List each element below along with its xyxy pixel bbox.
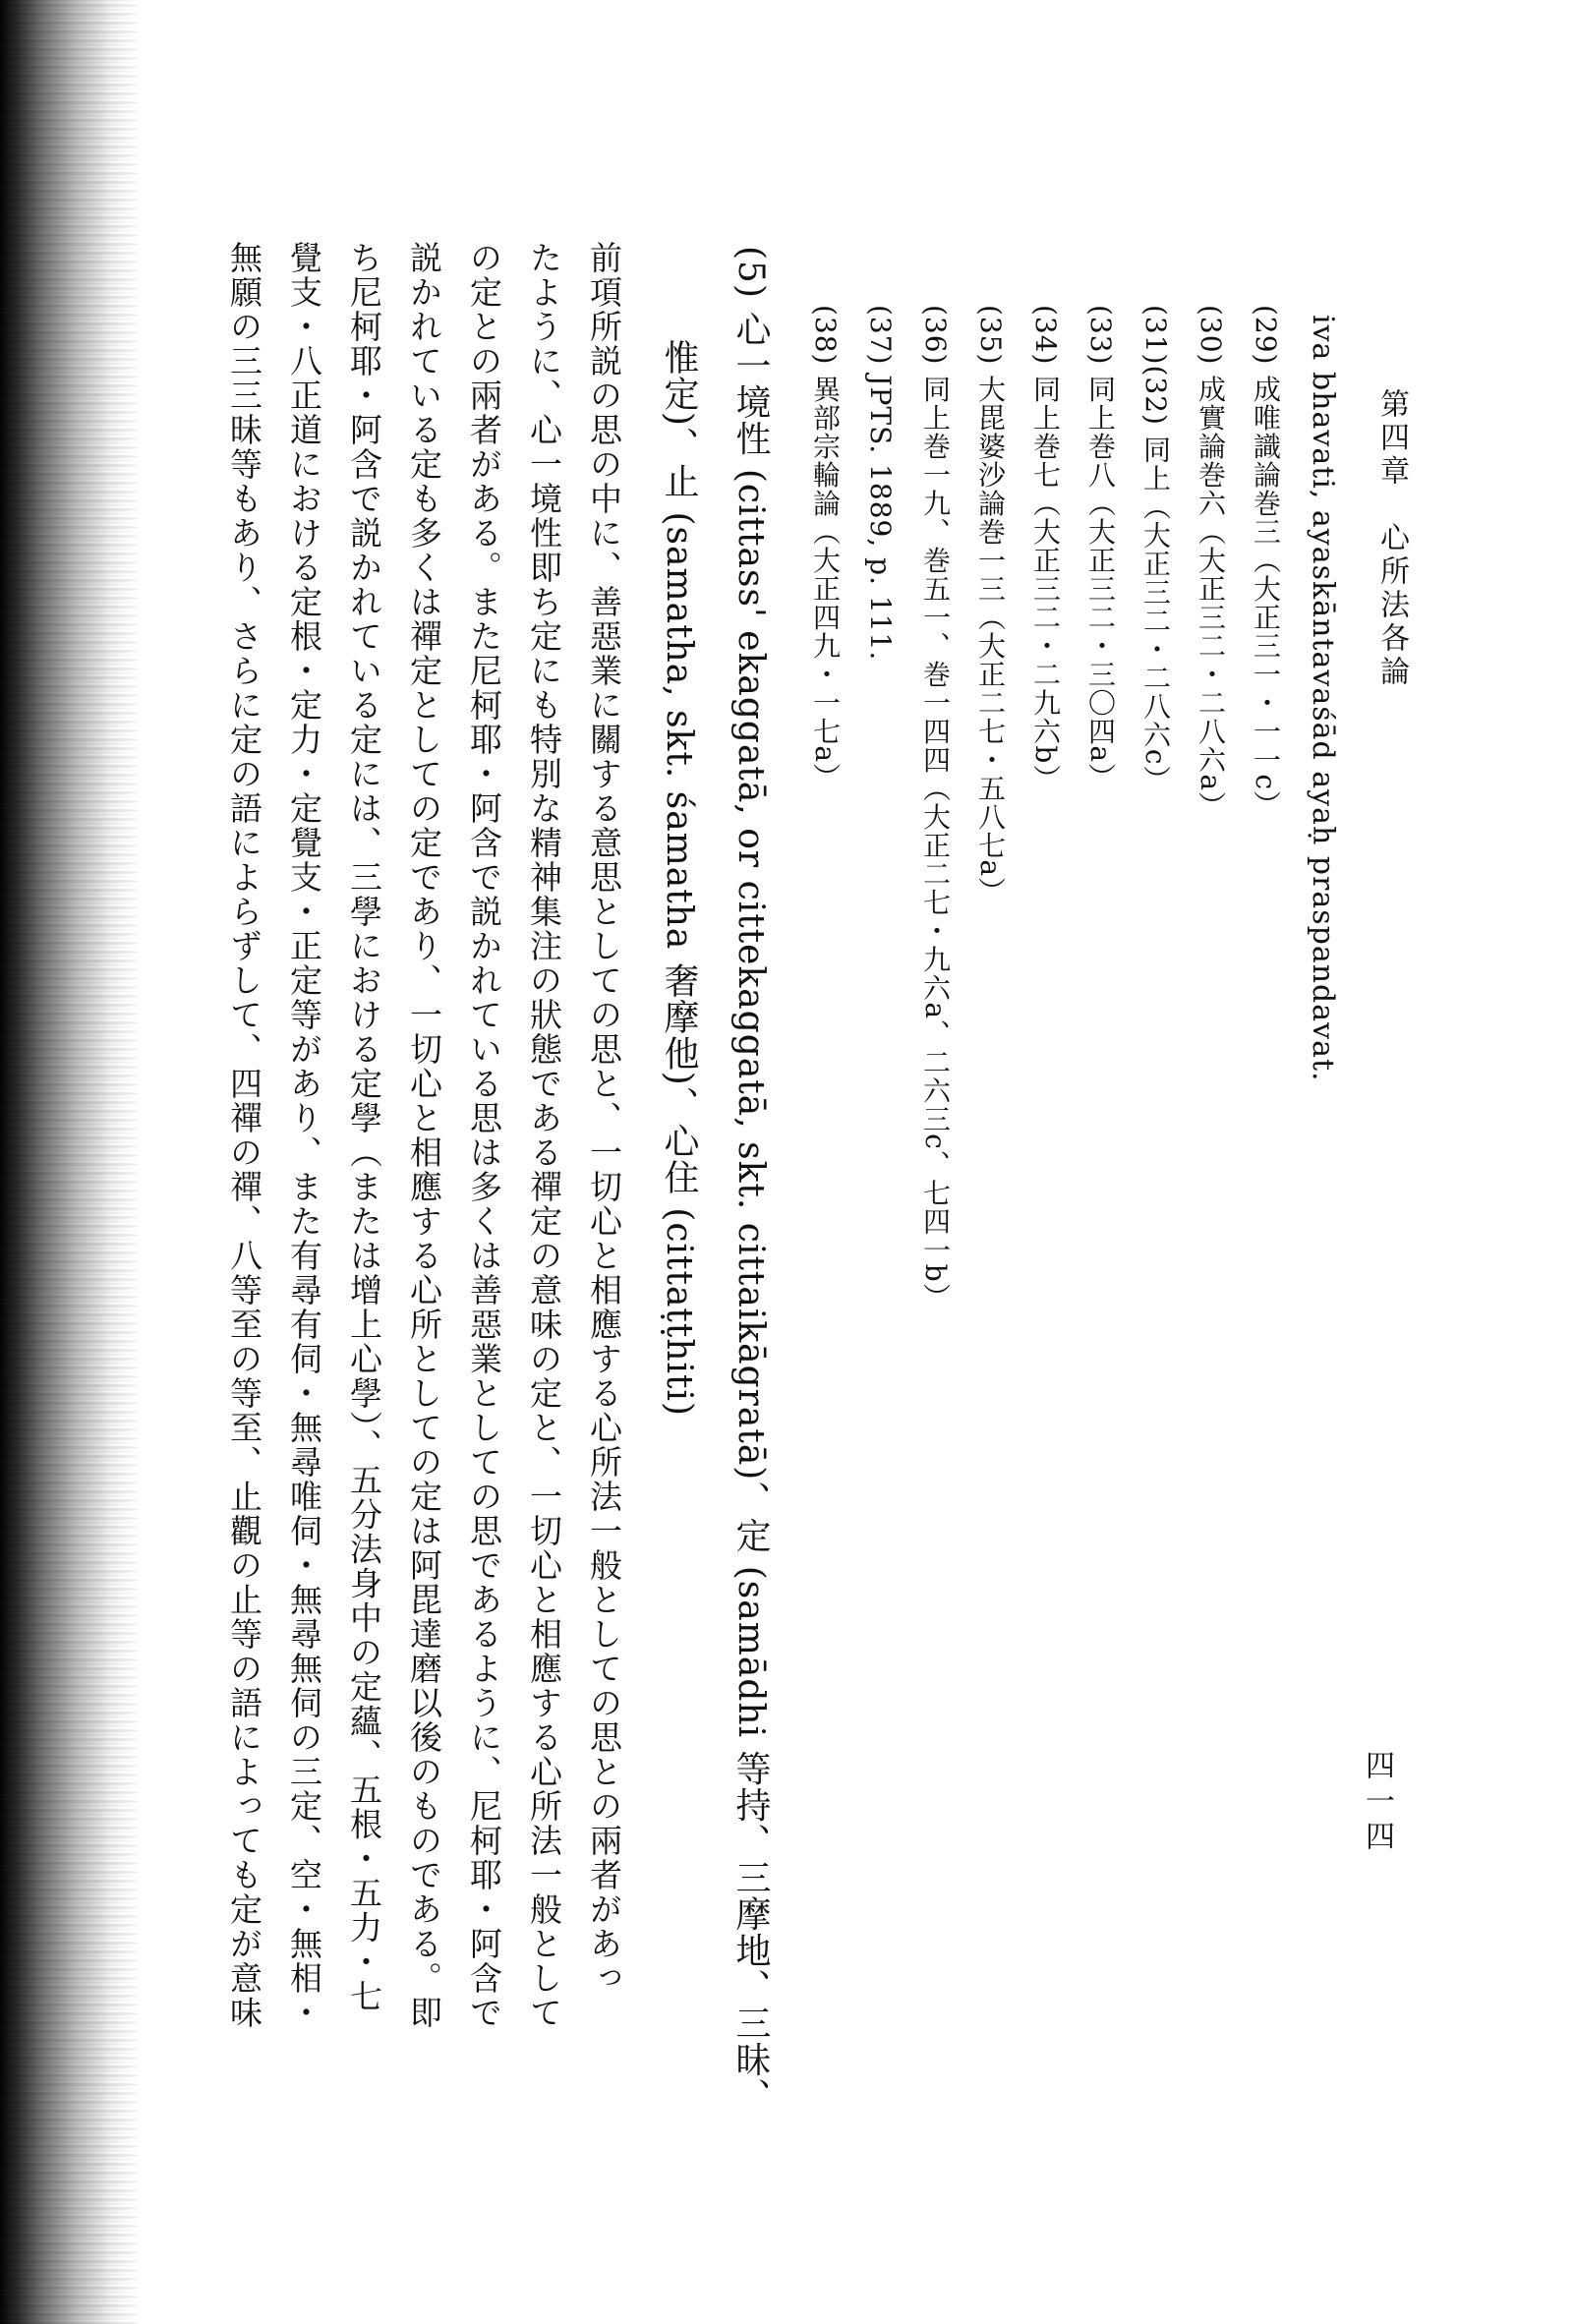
binding-shadow [0,0,138,2324]
footnote-33: (33) 同上巻八（大正三二・三〇四a） [1084,305,1117,792]
footnote-34: (34) 同上巻七（大正三二・二九六b） [1029,305,1062,793]
footnote-36: (36) 同上巻一九、巻五一、巻一四四（大正二七・九六a、二六三c、七四一b） [919,305,952,1311]
footnote-38: (38) 異部宗輪論（大正四九・一七a） [809,305,842,792]
body-line-6: 覺支・八正道における定根・定力・定覺支・正定等があり、また有尋有伺・無尋唯伺・無尋無伺の三定、空・無相・ [285,241,323,2030]
body-line-3: の定との兩者がある。また尼柯耶・阿含で説かれている思は多くは善惡業としての思であるように、尼柯耶・阿含で [465,241,503,2030]
footnote-35: (35) 大毘婆沙論巻一三（大正二七・五八七a） [974,305,1007,906]
body-line-4: 説かれている定も多くは禪定としての定であり、一切心と相應する心所としての定は阿毘達磨以後のものである。即 [405,241,443,2030]
chapter-title: 第四章 心所法各論 [1374,388,1409,689]
footnote-37: (37) JPTS. 1889, p. 111. [864,305,897,662]
body-line-5: ち尼柯耶・阿含で説かれている定には、三學における定學（または增上心學）、五分法身中の定蘊、五根・五力・七 [345,241,383,2014]
page-number: 四一四 [1360,1750,1394,1856]
footnote-29: (29) 成唯識論巻三（大正三一・一一c） [1250,305,1282,820]
section-heading-continued: 惟定)、止 (samatha, skt. śamatha 奢摩他)、心住 (cittaṭṭhiti) [659,339,699,1418]
body-line-1: 前項所説の思の中に、善惡業に關する意思としての思と、一切心と相應する心所法一般としての思との兩者があっ [585,241,623,1996]
latin-quote-line: iva bhavati, ayaskāntavaśād ayaḥ praspandavat. [1306,315,1340,1082]
body-line-7: 無願の三三昧等もあり、さらに定の語によらずして、四禪の禪、八等至の等至、止觀の止等の語によっても定が意味 [225,241,263,2030]
footnote-30: (30) 成實論巻六（大正三二・二八六a） [1195,305,1227,821]
body-line-2: たように、心一境性即ち定にも特別な精神集注の狀態である禪定の意味の定と、一切心と相應する心所法一般として [525,241,563,2030]
section-heading: (5) 心一境性 (cittass' ekaggatā, or cittekaggatā, skt. cittaikāgratā)、定 (samādhi 等持、三摩地、三昧、 [730,246,771,2115]
footnote-31-32: (31)(32) 同上（大正三二・二八六c） [1139,305,1172,794]
